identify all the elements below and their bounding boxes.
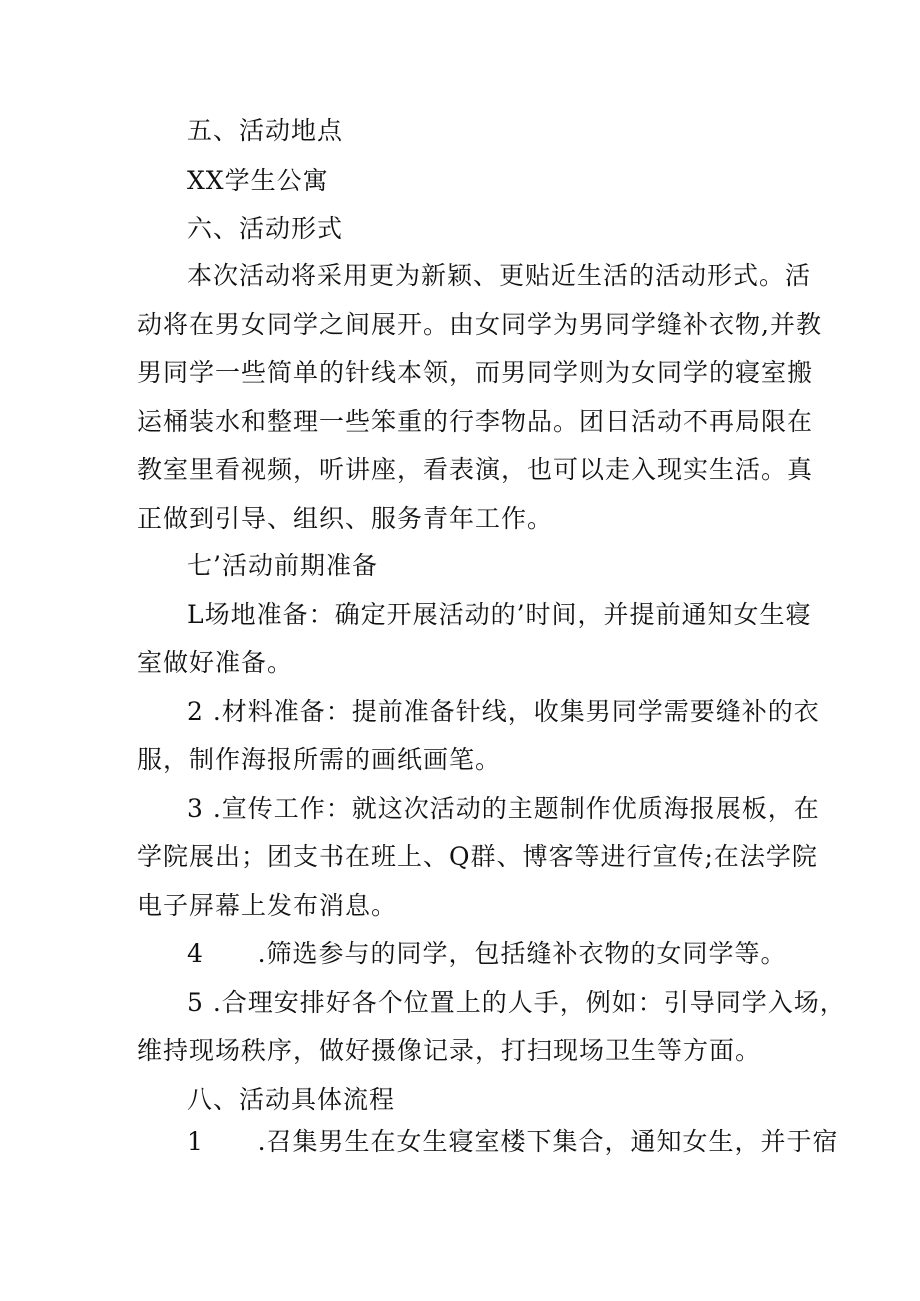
list-item-line: 电子屏幕上发布消息。 xyxy=(137,891,398,920)
section-heading-location: 五、活动地点 xyxy=(187,116,344,145)
paragraph-line: 运桶装水和整理一些笨重的行李物品。团日活动不再局限在 xyxy=(137,407,814,436)
list-item-line: 室做好准备。 xyxy=(137,648,294,677)
section-heading-format: 六、活动形式 xyxy=(187,214,344,243)
list-item-line: 3 .宣传工作：就这次活动的主题制作优质海报展板，在 xyxy=(187,794,820,823)
section-heading-preparation: 七’活动前期准备 xyxy=(187,551,378,580)
list-item-line: 维持现场秩序，做好摄像记录，打扫现场卫生等方面。 xyxy=(137,1036,762,1065)
section-heading-process: 八、活动具体流程 xyxy=(187,1085,396,1114)
location-value: XX学生公寓 xyxy=(187,166,329,195)
list-item-line: L场地准备：确定开展活动的’时间，并提前通知女生寝 xyxy=(187,600,812,629)
list-item-line: 学院展出；团支书在班上、Q群、博客等进行宣传;在法学院 xyxy=(137,842,818,871)
list-item-line: 4 .筛选参与的同学，包括缝补衣物的女同学等。 xyxy=(187,939,787,968)
list-item-line: 服，制作海报所需的画纸画笔。 xyxy=(137,745,502,774)
paragraph-line: 男同学一些简单的针线本领，而男同学则为女同学的寝室搬 xyxy=(137,358,814,387)
list-item-line: 5 .合理安排好各个位置上的人手，例如：引导同学入场， xyxy=(187,988,846,1017)
paragraph-line: 正做到引导、组织、服务青年工作。 xyxy=(137,504,554,533)
paragraph-line: 本次活动将采用更为新颖、更贴近生活的活动形式。活 xyxy=(187,261,812,290)
paragraph-line: 动将在男女同学之间展开。由女同学为男同学缝补衣物,并教 xyxy=(137,310,822,339)
list-item-line: 1 .召集男生在女生寝室楼下集合，通知女生，并于宿 xyxy=(187,1127,839,1156)
list-item-line: 2 .材料准备：提前准备针线，收集男同学需要缝补的衣 xyxy=(187,697,820,726)
paragraph-line: 教室里看视频，听讲座，看表演，也可以走入现实生活。真 xyxy=(137,455,814,484)
